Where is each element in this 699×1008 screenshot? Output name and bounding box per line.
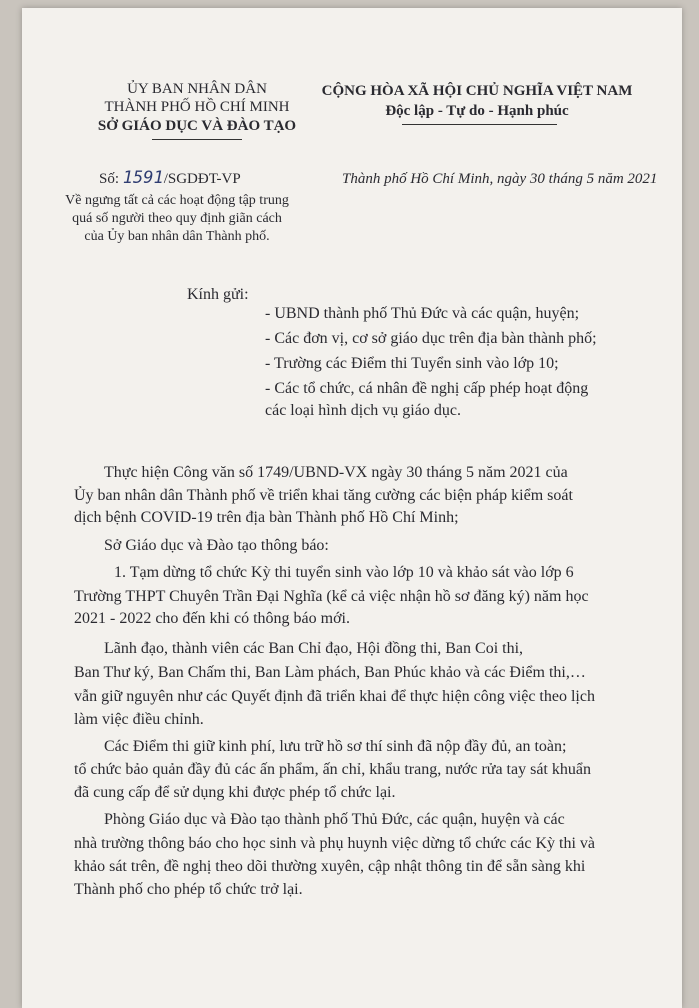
motto-underline: [402, 124, 557, 125]
body-line: 1. Tạm dừng tổ chức Kỳ thi tuyển sinh vào lớp 10 và khảo sát vào lớp 6: [114, 564, 574, 581]
body-line: Lãnh đạo, thành viên các Ban Chỉ đạo, Hội đồng thi, Ban Coi thi,: [104, 640, 524, 657]
body-line: Sở Giáo dục và Đào tạo thông báo:: [104, 537, 329, 554]
body-line: dịch bệnh COVID-19 trên địa bàn Thành phố Hồ Chí Minh;: [74, 509, 459, 526]
recipient-item: - UBND thành phố Thủ Đức và các quận, huyện;: [265, 305, 580, 322]
nation-title: CỘNG HÒA XÃ HỘI CHỦ NGHĨA VIỆT NAM: [321, 83, 633, 99]
document-page: [22, 8, 682, 1008]
doc-number-suffix: /SGDĐT-VP: [163, 171, 241, 187]
issuer-line-3: SỞ GIÁO DỤC VÀ ĐÀO TẠO: [97, 118, 297, 134]
recipient-item: - Các đơn vị, cơ sở giáo dục trên địa bàn thành phố;: [265, 330, 597, 347]
body-line: Các Điểm thi giữ kinh phí, lưu trữ hồ sơ thí sinh đã nộp đầy đủ, an toàn;: [104, 738, 567, 755]
recipient-item: các loại hình dịch vụ giáo dục.: [265, 402, 461, 419]
body-line: làm việc điều chỉnh.: [74, 711, 204, 728]
issuer-line-1: ỦY BAN NHÂN DÂN: [127, 81, 267, 97]
body-line: Ủy ban nhân dân Thành phố về triển khai tăng cường các biện pháp kiểm soát: [74, 487, 573, 504]
body-line: Thành phố cho phép tổ chức trở lại.: [74, 881, 303, 898]
subject-line: quá số người theo quy định giãn cách: [72, 211, 282, 226]
body-line: khảo sát trên, đề nghị theo dõi thường xuyên, cập nhật thông tin để sẵn sàng khi: [74, 858, 586, 875]
body-line: đã cung cấp để sử dụng khi được phép tổ chức lại.: [74, 784, 396, 801]
body-line: vẫn giữ nguyên như các Quyết định đã triển khai để thực hiện công việc theo lịch: [74, 688, 595, 705]
subject: [52, 192, 302, 246]
subject-line: Về ngưng tất cả các hoạt động tập trung: [65, 193, 289, 208]
subject-line: của Ủy ban nhân dân Thành phố.: [84, 229, 270, 244]
doc-number: [99, 168, 241, 188]
body-line: Trường THPT Chuyên Trần Đại Nghĩa (kể cả việc nhận hồ sơ đăng ký) năm học: [74, 588, 589, 605]
body-line: Phòng Giáo dục và Đào tạo thành phố Thủ Đức, các quận, huyện và các: [104, 811, 565, 828]
nation-motto: Độc lập - Tự do - Hạnh phúc: [385, 103, 569, 119]
body-line: tổ chức bảo quản đầy đủ các ấn phẩm, ấn chỉ, khẩu trang, nước rửa tay sát khuẩn: [74, 761, 591, 778]
body-line: nhà trường thông báo cho học sinh và phụ huynh việc dừng tổ chức các Kỳ thi và: [74, 835, 596, 852]
issuer-underline: [152, 139, 242, 140]
doc-number-value: 1591: [122, 168, 164, 188]
place-date: Thành phố Hồ Chí Minh, ngày 30 tháng 5 năm 2021: [342, 171, 658, 187]
body-line: 2021 - 2022 cho đến khi có thông báo mới.: [74, 610, 350, 627]
kinh-gui-label: Kính gửi:: [187, 286, 249, 303]
body-line: Ban Thư ký, Ban Chấm thi, Ban Làm phách, Ban Phúc khảo và các Điểm thi,…: [74, 664, 586, 681]
doc-number-prefix: Số:: [99, 171, 123, 187]
body-line: Thực hiện Công văn số 1749/UBND-VX ngày 30 tháng 5 năm 2021 của: [104, 464, 568, 481]
recipient-item: - Các tổ chức, cá nhân đề nghị cấp phép hoạt động: [265, 380, 589, 397]
recipient-item: - Trường các Điểm thi Tuyển sinh vào lớp 10;: [265, 355, 559, 372]
issuer-line-2: THÀNH PHỐ HỒ CHÍ MINH: [104, 99, 290, 115]
